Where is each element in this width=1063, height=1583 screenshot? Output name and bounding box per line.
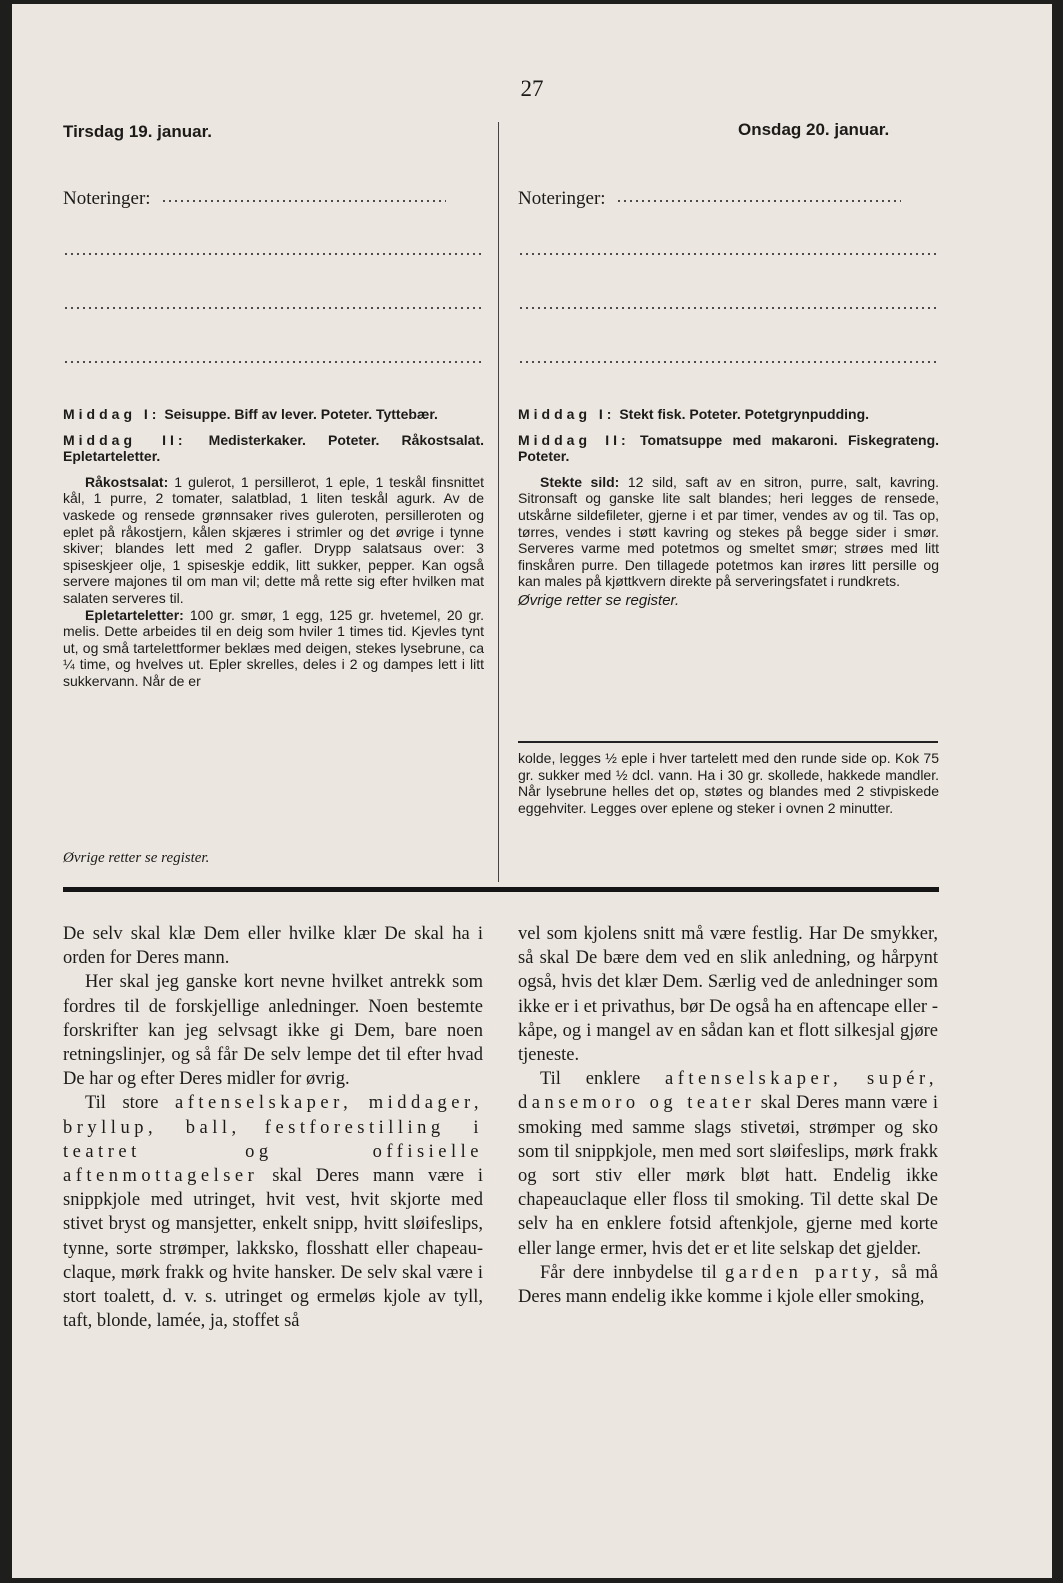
left-middag-2 [63, 432, 484, 465]
right-notes-dotline-1 [616, 200, 901, 202]
right-recipe-stekte-sild [518, 474, 939, 590]
article-col1-p3-start: Til store [85, 1093, 159, 1114]
article-col1-p3-rest: skal Deres mann være i snippkjole med utringet, hvit vest, hvit skjorte med stivet bryst og mansjetter, enkelt snipp, hvitt sløifeslips, tynne, sorte strømper, lakksko, flosshatt eller chapeau-claque, mørk frakk og hvite hansker. De selv skal være i stort toalett, d. v. s. utringet og ermeløs kjole av tyll, taft, blonde, lamée, ja, stoffet så [63, 1166, 483, 1332]
article-col2-p3-rest: så må Deres mann endelig ikke komme i kjole eller smoking, [518, 1262, 938, 1308]
section-divider [63, 887, 939, 892]
article-col2-p2-start: Til enklere [540, 1069, 641, 1090]
column-divider [498, 122, 499, 882]
left-recipe-2-text: 100 gr. smør, 1 egg, 125 gr. hvetemel, 20 gr. melis. Dette arbeides til en deig som hviler 1 times tid. Kjevles tynt ut, og små tartelettformer beklæs med deigen, stekes lysebrune, ca ¼ time, og hvelves ut. Epler skrelles, deles i 2 og dampes lett i litt sukkervann. Når de er [63, 606, 485, 689]
page-number: 27 [520, 76, 544, 101]
spaced-occasion-6: supér, dansemoro og teater [518, 1069, 939, 1114]
right-notes-dotline-4 [518, 361, 938, 363]
right-notes-label: Noteringer: [518, 188, 606, 209]
right-notes-dotline-2 [518, 253, 938, 255]
article-col1-p1: De selv skal klæ Dem eller hvilke klær De skal ha i orden for Deres mann. [63, 924, 483, 969]
left-notes-dotline-1 [161, 200, 446, 202]
article-col2-p2-rest: skal Deres mann være i smoking med samme slags stivetøi, strømper og sko som til snippkjole, men med sort sløifeslips, mørk frakk og sort stiv eller mørk bløt hatt. Endelig ikke chapeauclaque eller floss til smoking. Til dette skal De selv ha en enklere fotsid aftenkjole, gjerne med korte eller lange ermer, hvis det er et lite selskap det gjelder. [518, 1093, 938, 1259]
left-recipe-1-title: Råkostsalat: [85, 473, 169, 490]
left-recipe-rakostsalat [63, 474, 484, 607]
right-middag-1-label: Middag I: [518, 406, 616, 422]
right-recipe-1-text: 12 sild, saft av en sitron, purre, salt, kavring. Sitronsaft og ganske lite salt blandes; heri legges de rensede, utskårne sildefileter, gjerne i et par timer, vendes av og til. Tas op, tørres, vendes i støtt kavring og stekes på begge sider i smør. Serveres varme med potetmos og smeltet smør; strøes med litt finskåren purre. Den tillagede potetmos kan irøres litt persille og kan males på kjøttkvern direkte på serveringsfatet i rundkrets. [518, 473, 939, 590]
right-middag-1 [518, 406, 939, 423]
right-notes [518, 188, 938, 210]
left-middag-2-text: Medisterkaker. Poteter. Råkostsalat. Epletarteletter. [63, 431, 484, 465]
article-column-1 [63, 922, 483, 1333]
left-day-heading: Tirsdag 19. januar. [63, 122, 212, 141]
spaced-occasion-7: garden party, [725, 1262, 884, 1283]
spaced-occasion-2: middager, bryllup, ball, [63, 1093, 483, 1138]
right-menu-column [518, 406, 939, 610]
left-recipe-2-title: Epletarteletter: [85, 606, 184, 623]
article-col1-p2: Her skal jeg ganske kort nevne hvilket antrekk som fordres til de forskjellige anledninger. Noen bestemte forskrifter kan jeg selvsagt ikke gi Dem, bare noen retningslinjer, og så får De selv lempe det til efter hvad De har og efter Deres midler for øvrig. [63, 972, 483, 1090]
spaced-occasion-1: aftenselskaper, [175, 1093, 353, 1114]
right-day-heading: Onsdag 20. januar. [738, 120, 890, 139]
left-menu-column [63, 406, 484, 690]
left-notes-dotline-3 [63, 307, 483, 309]
right-middag-2 [518, 432, 939, 465]
left-middag-1 [63, 406, 484, 423]
left-other-dishes: Øvrige retter se register. [63, 850, 210, 866]
right-other-dishes: Øvrige retter se register. [518, 591, 680, 609]
left-recipe-1-text: 1 gulerot, 1 persillerot, 1 eple, 1 teskål finsnittet kål, 1 purre, 2 tomater, salatblad, 1 liten teskål agurk. Av de vaskede og rensede grønnsaker rives guleroten, persilleroten og eplet på råkostjern, kålen skjæres i strimler og det øvrige i tynne skiver; blandes lett med 2 gafler. Drypp salatsaus over: 3 spiseskjeer olje, 1 spiseskje eddik, litt sukker, pepper. Kan også servere majones til om man vil; dette må rette sig efter hvilken mat salaten serveres til. [63, 473, 484, 606]
right-notes-dotline-3 [518, 307, 938, 309]
left-notes-dotline-4 [63, 361, 483, 363]
article-col2-p2 [518, 1067, 938, 1261]
spaced-occasion-4: offisielle aftenmottagelser [63, 1141, 484, 1187]
left-notes-dotline-2 [63, 253, 483, 255]
article-col1-p3 [63, 1091, 483, 1333]
book-page [12, 4, 1052, 1578]
right-recipe-1-title: Stekte sild: [540, 473, 620, 490]
right-section-rule [518, 741, 938, 743]
article-col2-p3 [518, 1261, 938, 1309]
left-notes [63, 188, 483, 210]
left-notes-label: Noteringer: [63, 188, 151, 209]
right-middag-2-label: Middag II: [518, 431, 630, 448]
article-col2-p1: vel som kjolens snitt må være festlig. Har De smykker, så skal De bære dem ved en slik anledning, og hårpynt også, hvis det klær Dem. Særlig ved de anledninger som ikke er i et privathus, bør De også ha en aftencape eller -kåpe, og i mangel av en sådan kan et flott silkesjal gjøre tjeneste. [518, 924, 938, 1066]
spaced-occasion-3: festforestilling i teatret og [63, 1117, 483, 1162]
right-continued-recipe: kolde, legges ½ eple i hver tartelett med den runde side op. Kok 75 gr. sukker med ½ dcl. vann. Ha i 30 gr. skollede, hakkede mandler. Når lysebrune helles det op, støtes og blandes med 2 stivpiskede eggehviter. Legges over eplene og steker i ovnen 2 minutter. [518, 750, 939, 816]
left-middag-2-label: Middag II: [63, 431, 187, 448]
right-middag-2-text: Tomatsuppe med makaroni. Fiskegrateng. Poteter. [518, 431, 940, 465]
article-col2-p3-start: Får dere innbydelse til [540, 1262, 717, 1283]
article-column-2 [518, 922, 938, 1309]
right-middag-1-text: Stekt fisk. Poteter. Potetgrynpudding. [619, 406, 870, 422]
left-middag-1-label: Middag I: [63, 406, 161, 422]
left-middag-1-text: Seisuppe. Biff av lever. Poteter. Tyttebær. [164, 406, 438, 422]
spaced-occasion-5: aftenselskaper, [665, 1069, 843, 1090]
left-recipe-epletarteletter [63, 607, 484, 690]
